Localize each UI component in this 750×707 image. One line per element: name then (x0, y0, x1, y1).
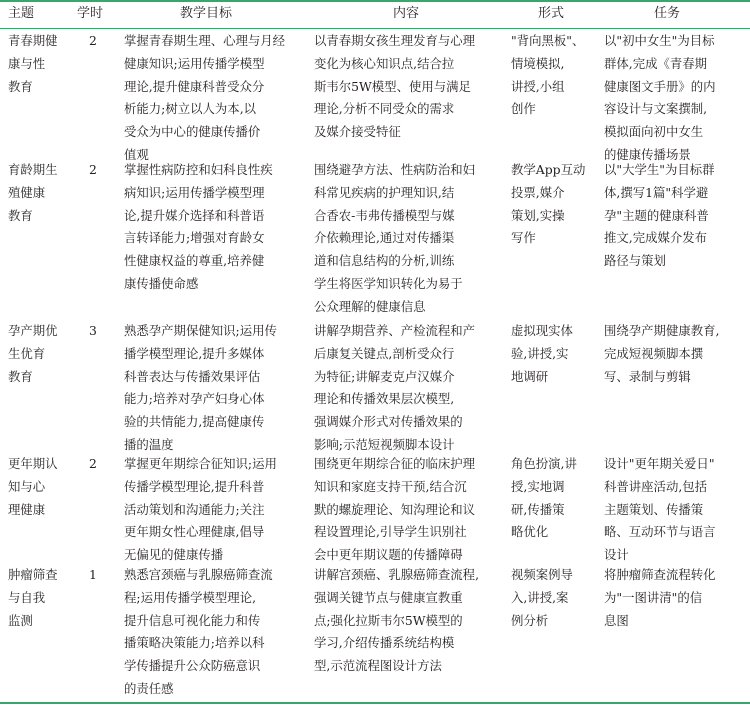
cell-task: 以"初中女生"为目标 群体,完成《青春期 健康图文手册》的内 容设计与文案撰制, 模拟面向初中女生 的健康传播场景 (604, 33, 716, 162)
cell-topic: 青春期健 康与性 教育 (8, 33, 58, 94)
cell-form: 视频案例导 入,讲授,案 例分析 (511, 567, 573, 628)
cell-task: 将肿瘤筛查流程转化 为"一图讲清"的信 息图 (604, 567, 716, 628)
cell-hours: 2 (89, 456, 97, 471)
cell-form: "背向黑板"、 情境模拟, 讲授,小组 创作 (511, 33, 585, 117)
cell-content: 围绕更年期综合征的临床护理 知识和家庭支持干预,结合沉 默的螺旋理论、知沟理论和议 程设置理论,引导学生识别社 会中更年期议题的传播障碍 (314, 456, 476, 563)
cell-goal: 掌握更年期综合征知识;运用 传播学模型理论,提升科普 活动策划和沟通能力;关注 更年期女性心理健康,倡导 无偏见的健康传播 (124, 456, 277, 563)
cell-topic: 肿瘤筛查 与自我 监测 (8, 567, 58, 628)
cell-topic: 育龄期生 殖健康 教育 (8, 162, 58, 223)
header-form: 形式 (538, 6, 565, 21)
cell-hours: 1 (89, 567, 97, 582)
cell-hours: 2 (89, 162, 97, 177)
cell-topic: 孕产期优 生优育 教育 (8, 323, 58, 384)
header-task: 任务 (654, 6, 681, 21)
cell-form: 教学App互动 投票,媒介 策划,实操 写作 (511, 162, 586, 246)
cell-content: 围绕避孕方法、性病防治和妇 科常见疾病的护理知识,结 合香农-韦弗传播模型与媒 介依赖理论,通过对传播渠 道和信息结构的分析,训练 学生将医学知识转化为易于 公众理解的健康信息 (314, 162, 476, 314)
cell-content: 讲解孕期营养、产检流程和产 后康复关键点,剖析受众行 为特征;讲解麦克卢汉媒介 理论和传播效果层次模型, 强调媒介形式对传播效果的 影响;示范短视频脚本设计 (314, 323, 476, 452)
header-content: 内容 (393, 6, 420, 21)
cell-task: 围绕孕产期健康教育, 完成短视频脚本撰 写、录制与剪辑 (604, 323, 720, 384)
cell-form: 虚拟现实体 验,讲授,实 地调研 (511, 323, 573, 384)
cell-topic: 更年期认 知与心 理健康 (8, 456, 58, 517)
cell-task: 以"大学生"为目标群 体,撰写1篇"科学避 孕"主题的健康科普 推文,完成媒介发布 路径与策划 (604, 162, 715, 269)
cell-goal: 熟悉孕产期保健知识;运用传 播学模型理论,提升多媒体 科普表达与传播效果评估 能力;培养对孕产妇身心体 验的共情能力,提高健康传 播的温度 (124, 323, 277, 452)
cell-form: 角色扮演,讲 授,实地调 研,传播策 略优化 (511, 456, 577, 540)
cell-content: 以青春期女孩生理发育与心理 变化为核心知识点,结合拉 斯韦尔5W模型、使用与满足 理论,分析不同受众的需求 及媒介接受特征 (314, 33, 476, 140)
table-bottom-rule (0, 702, 750, 704)
cell-task: 设计"更年期关爱日" 科普讲座活动,包括 主题策划、传播策 略、互动环节与语言 设计 (604, 456, 716, 563)
cell-goal: 掌握性病防控和妇科良性疾 病知识;运用传播学模型理 论,提升媒介选择和科普语 言转译能力;增强对育龄女 性健康权益的尊重,培养健 康传播使命感 (124, 162, 273, 291)
table-header-rule (0, 28, 750, 29)
table-top-rule (0, 0, 750, 2)
cell-goal: 掌握青春期生理、心理与月经 健康知识;运用传播学模型 理论,提升健康科普受众分 析能力;树立以人为本,以 受众为中心的健康传播价 值观 (124, 33, 286, 162)
header-topic: 主题 (8, 6, 35, 21)
cell-hours: 3 (89, 323, 97, 338)
header-hours: 学时 (77, 6, 104, 21)
cell-hours: 2 (89, 33, 97, 48)
header-goal: 教学目标 (180, 6, 233, 21)
cell-content: 讲解宫颈癌、乳腺癌筛查流程, 强调关键节点与健康宣教重 点;强化拉斯韦尔5W模型的 学习,介绍传播系统结构模 型,示范流程图设计方法 (314, 567, 480, 674)
cell-goal: 熟悉宫颈癌与乳腺癌筛查流 程;运用传播学模型理论, 提升信息可视化能力和传 播策略决策能力;培养以科 学传播提升公众防癌意识 的责任感 (124, 567, 273, 696)
